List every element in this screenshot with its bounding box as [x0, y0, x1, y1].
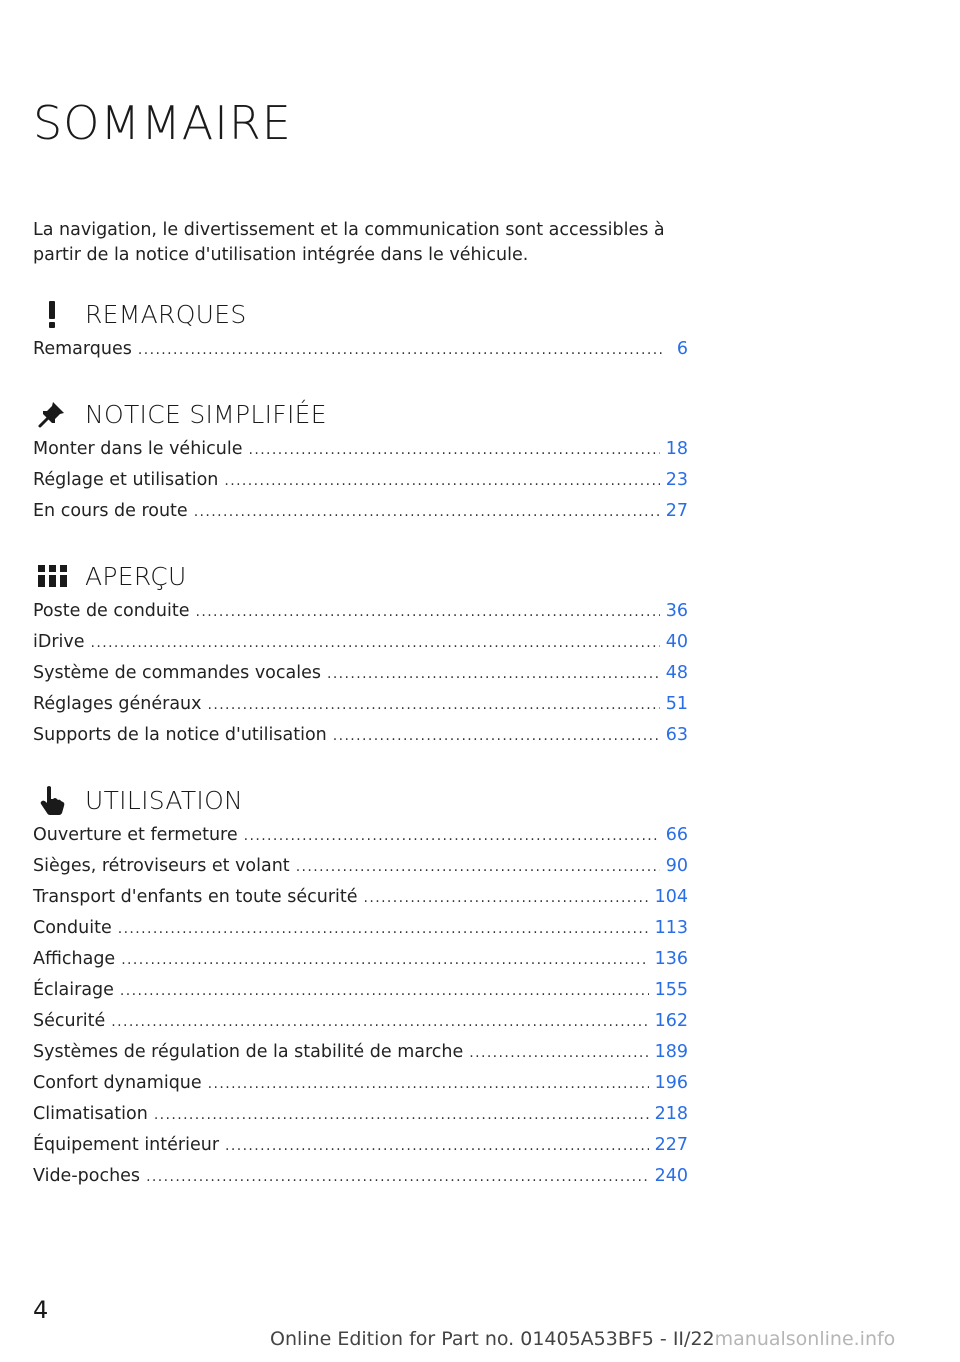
page-link[interactable]: 218: [654, 1104, 688, 1124]
toc-entry[interactable]: Réglages généraux ..... 51: [33, 694, 688, 725]
section-notice-simplifiee: [33, 394, 688, 532]
page-link[interactable]: 18: [665, 439, 688, 459]
section-title: NOTICE SIMPLIFIÉE: [85, 399, 327, 429]
section-title: REMARQUES: [85, 299, 247, 329]
edition-note: Online Edition for Part no. 01405A53BF5 - II/22: [270, 1328, 715, 1350]
page-link[interactable]: 196: [654, 1073, 688, 1093]
page-link[interactable]: 66: [665, 825, 688, 845]
section-header: [33, 394, 688, 434]
toc-entry[interactable]: Vide-poches ..... 240: [33, 1166, 688, 1197]
exclamation-icon: [33, 298, 73, 330]
page-link[interactable]: 23: [665, 470, 688, 490]
toc-entry[interactable]: Monter dans le véhicule ..... 18: [33, 439, 688, 470]
toc-entry[interactable]: En cours de route ..... 27: [33, 501, 688, 532]
toc-entry[interactable]: Poste de conduite ..... 36: [33, 601, 688, 632]
toc-entry[interactable]: Éclairage ..... 155: [33, 980, 688, 1011]
section-utilisation: [33, 780, 688, 1197]
watermark: manualsonline.info: [714, 1328, 896, 1350]
toc-entry[interactable]: Supports de la notice d'utilisation ..... 63: [33, 725, 688, 756]
page-link[interactable]: 51: [665, 694, 688, 714]
page-link[interactable]: 240: [654, 1166, 688, 1186]
page-link[interactable]: 90: [665, 856, 688, 876]
section-title: UTILISATION: [85, 785, 244, 815]
toc-entry[interactable]: Équipement intérieur ..... 227: [33, 1135, 688, 1166]
grid-icon: [33, 560, 73, 592]
toc-entry[interactable]: Climatisation ..... 218: [33, 1104, 688, 1135]
toc-entry[interactable]: Sièges, rétroviseurs et volant ..... 90: [33, 856, 688, 887]
page-link[interactable]: 27: [665, 501, 688, 521]
page-link[interactable]: 40: [665, 632, 688, 652]
page-link[interactable]: 63: [665, 725, 688, 745]
page-number: 4: [33, 1296, 49, 1324]
page-link[interactable]: 104: [654, 887, 688, 907]
section-header: [33, 780, 688, 820]
toc-entry[interactable]: Transport d'enfants en toute sécurité ..... 104: [33, 887, 688, 918]
page-link[interactable]: 162: [654, 1011, 688, 1031]
page-link[interactable]: 227: [654, 1135, 688, 1155]
page-link[interactable]: 113: [654, 918, 688, 938]
page-link[interactable]: 189: [654, 1042, 688, 1062]
section-apercu: [33, 556, 688, 756]
toc-entry[interactable]: Confort dynamique ..... 196: [33, 1073, 688, 1104]
section-header: [33, 294, 688, 334]
toc-entry[interactable]: Ouverture et fermeture ..... 66: [33, 825, 688, 856]
footer: [270, 1328, 895, 1350]
toc-entry[interactable]: Conduite ..... 113: [33, 918, 688, 949]
page-link[interactable]: 6: [676, 339, 688, 359]
page-title: SOMMAIRE: [33, 96, 292, 150]
toc-entry[interactable]: Sécurité ..... 162: [33, 1011, 688, 1042]
toc-entry[interactable]: Affichage ..... 136: [33, 949, 688, 980]
pin-icon: [33, 398, 73, 430]
page-link[interactable]: 136: [654, 949, 688, 969]
intro-text: La navigation, le divertissement et la communication sont accessibles à partir de la notice d'utilisation intégrée dans le véhicule.: [33, 220, 665, 265]
page-link[interactable]: 155: [654, 980, 688, 1000]
toc-entry[interactable]: Système de commandes vocales ..... 48: [33, 663, 688, 694]
toc-entry[interactable]: Remarques ..... 6: [33, 339, 688, 370]
toc-entry[interactable]: Réglage et utilisation ..... 23: [33, 470, 688, 501]
section-title: APERÇU: [85, 561, 187, 591]
page-link[interactable]: 36: [665, 601, 688, 621]
section-remarques: [33, 294, 688, 370]
page-link[interactable]: 48: [665, 663, 688, 683]
section-header: [33, 556, 688, 596]
toc-entry[interactable]: iDrive ..... 40: [33, 632, 688, 663]
hand-pointer-icon: [33, 784, 73, 816]
toc-entry[interactable]: Systèmes de régulation de la stabilité de marche ..... 189: [33, 1042, 688, 1073]
